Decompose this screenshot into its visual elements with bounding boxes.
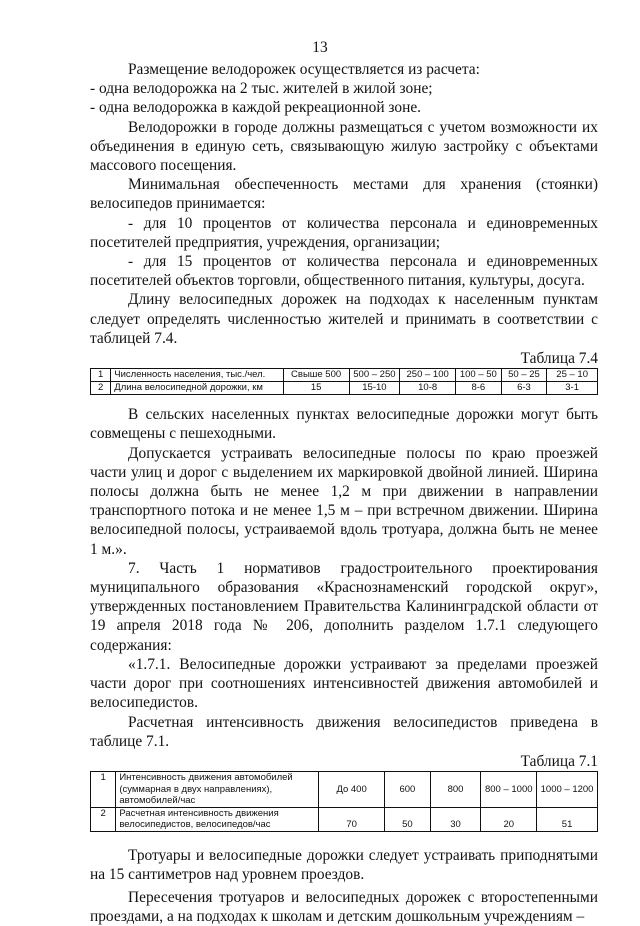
- paragraph: Велодорожки в городе должны размещаться с учетом возможности их объединения в единую сеть, связывающую жилую застройку с объектами массового посещения.: [90, 118, 598, 175]
- table-7-1: [90, 771, 598, 832]
- table-cell: 51: [537, 807, 598, 831]
- table-caption: Таблица 7.4: [520, 350, 598, 368]
- paragraph: - одна велодорожка на 2 тыс. жителей в жилой зоне;: [90, 80, 433, 98]
- table-cell: 2: [91, 382, 111, 395]
- table-cell: 70: [319, 807, 385, 831]
- paragraph: Тротуары и велосипедные дорожки следует устраивать приподнятыми на 15 сантиметров над уровнем проездов.: [90, 846, 598, 883]
- table-cell: 2: [91, 807, 116, 831]
- table-cell: 10-8: [400, 382, 456, 395]
- table-cell: 30: [430, 807, 481, 831]
- paragraph: Размещение велодорожек осуществляется из расчета:: [128, 61, 480, 78]
- table-cell: 600: [385, 772, 431, 808]
- table-cell: 800: [430, 772, 481, 808]
- table-row: [91, 382, 598, 395]
- table-cell: До 400: [319, 772, 385, 808]
- table-cell: 500 – 250: [349, 369, 400, 382]
- table-cell: 3-1: [547, 382, 598, 395]
- paragraph: «1.7.1. Велосипедные дорожки устраивают за пределами проезжей части дорог при соотношениях интенсивностей движения автомобилей и велосипедистов.: [90, 655, 598, 712]
- table-cell: Интенсивность движения автомобилей (суммарная в двух направлениях), автомобилей/час: [116, 772, 319, 808]
- table-cell: 15-10: [349, 382, 400, 395]
- table-cell: Свыше 500: [283, 369, 349, 382]
- table-cell: 800 – 1000: [481, 772, 537, 808]
- table-row: [91, 369, 598, 382]
- paragraph: Минимальная обеспеченность местами для хранения (стоянки) велосипедов принимается:: [90, 176, 598, 213]
- paragraph: - для 10 процентов от количества персонала и единовременных посетителей предприятия, учреждения, организации;: [90, 214, 598, 251]
- page-number: 13: [312, 39, 328, 56]
- table-row: [91, 807, 598, 831]
- table-cell: 250 – 100: [400, 369, 456, 382]
- paragraph: В сельских населенных пунктах велосипедные дорожки могут быть совмещены с пешеходными.: [90, 406, 598, 443]
- table-cell: Длина велосипедной дорожки, км: [111, 382, 283, 395]
- table-cell: 1000 – 1200: [537, 772, 598, 808]
- paragraph: Расчетная интенсивность движения велосипедистов приведена в таблице 7.1.: [90, 713, 598, 750]
- table-cell: Расчетная интенсивность движения велосипедистов, велосипедов/час: [116, 807, 319, 831]
- table-cell: Численность населения, тыс./чел.: [111, 369, 283, 382]
- paragraph: Длину велосипедных дорожек на подходах к населенным пунктам следует определять численностью жителей и принимать в соответствии с таблицей 7.4.: [90, 291, 598, 347]
- table-7-4: [90, 368, 598, 395]
- table-cell: 8-6: [456, 382, 502, 395]
- table-cell: 1: [91, 369, 111, 382]
- table-cell: 1: [91, 772, 116, 808]
- table-cell: 20: [481, 807, 537, 831]
- table-cell: 100 – 50: [456, 369, 502, 382]
- table-row: [91, 772, 598, 808]
- table-cell: 15: [283, 382, 349, 395]
- paragraph: Пересечения тротуаров и велосипедных дорожек с второстепенными проездами, а на подходах к школам и детским дошкольным учреждениям –: [90, 889, 598, 926]
- paragraph: - для 15 процентов от количества персонала и единовременных посетителей объектов торговли, общественного питания, культуры, досуга.: [90, 253, 598, 290]
- paragraph: 7. Часть 1 нормативов градостроительного проектирования муниципального образования «Краснознаменский городской округ», утвержденных постановлением Правительства Калининградской области от 19 апреля 2018 года № 206, дополнить разделом 1.7.1 следующего содержания:: [90, 559, 598, 654]
- table-cell: 50 – 25: [501, 369, 547, 382]
- paragraph: Допускается устраивать велосипедные полосы по краю проезжей части улиц и дорог с выделением их маркировкой двойной линией. Ширина полосы должна быть не менее 1,2 м при движении в направлении транспортного потока и не менее 1,5 м – при встречном движении. Ширина велосипедной полосы, устраиваемой вдоль тротуара, должна быть не менее 1 м.».: [90, 444, 598, 558]
- table-caption: Таблица 7.1: [520, 752, 598, 770]
- table-cell: 25 – 10: [547, 369, 598, 382]
- table-cell: 50: [385, 807, 431, 831]
- document-body: [90, 60, 598, 926]
- paragraph: - одна велодорожка в каждой рекреационной зоне.: [90, 99, 422, 117]
- table-cell: 6-3: [501, 382, 547, 395]
